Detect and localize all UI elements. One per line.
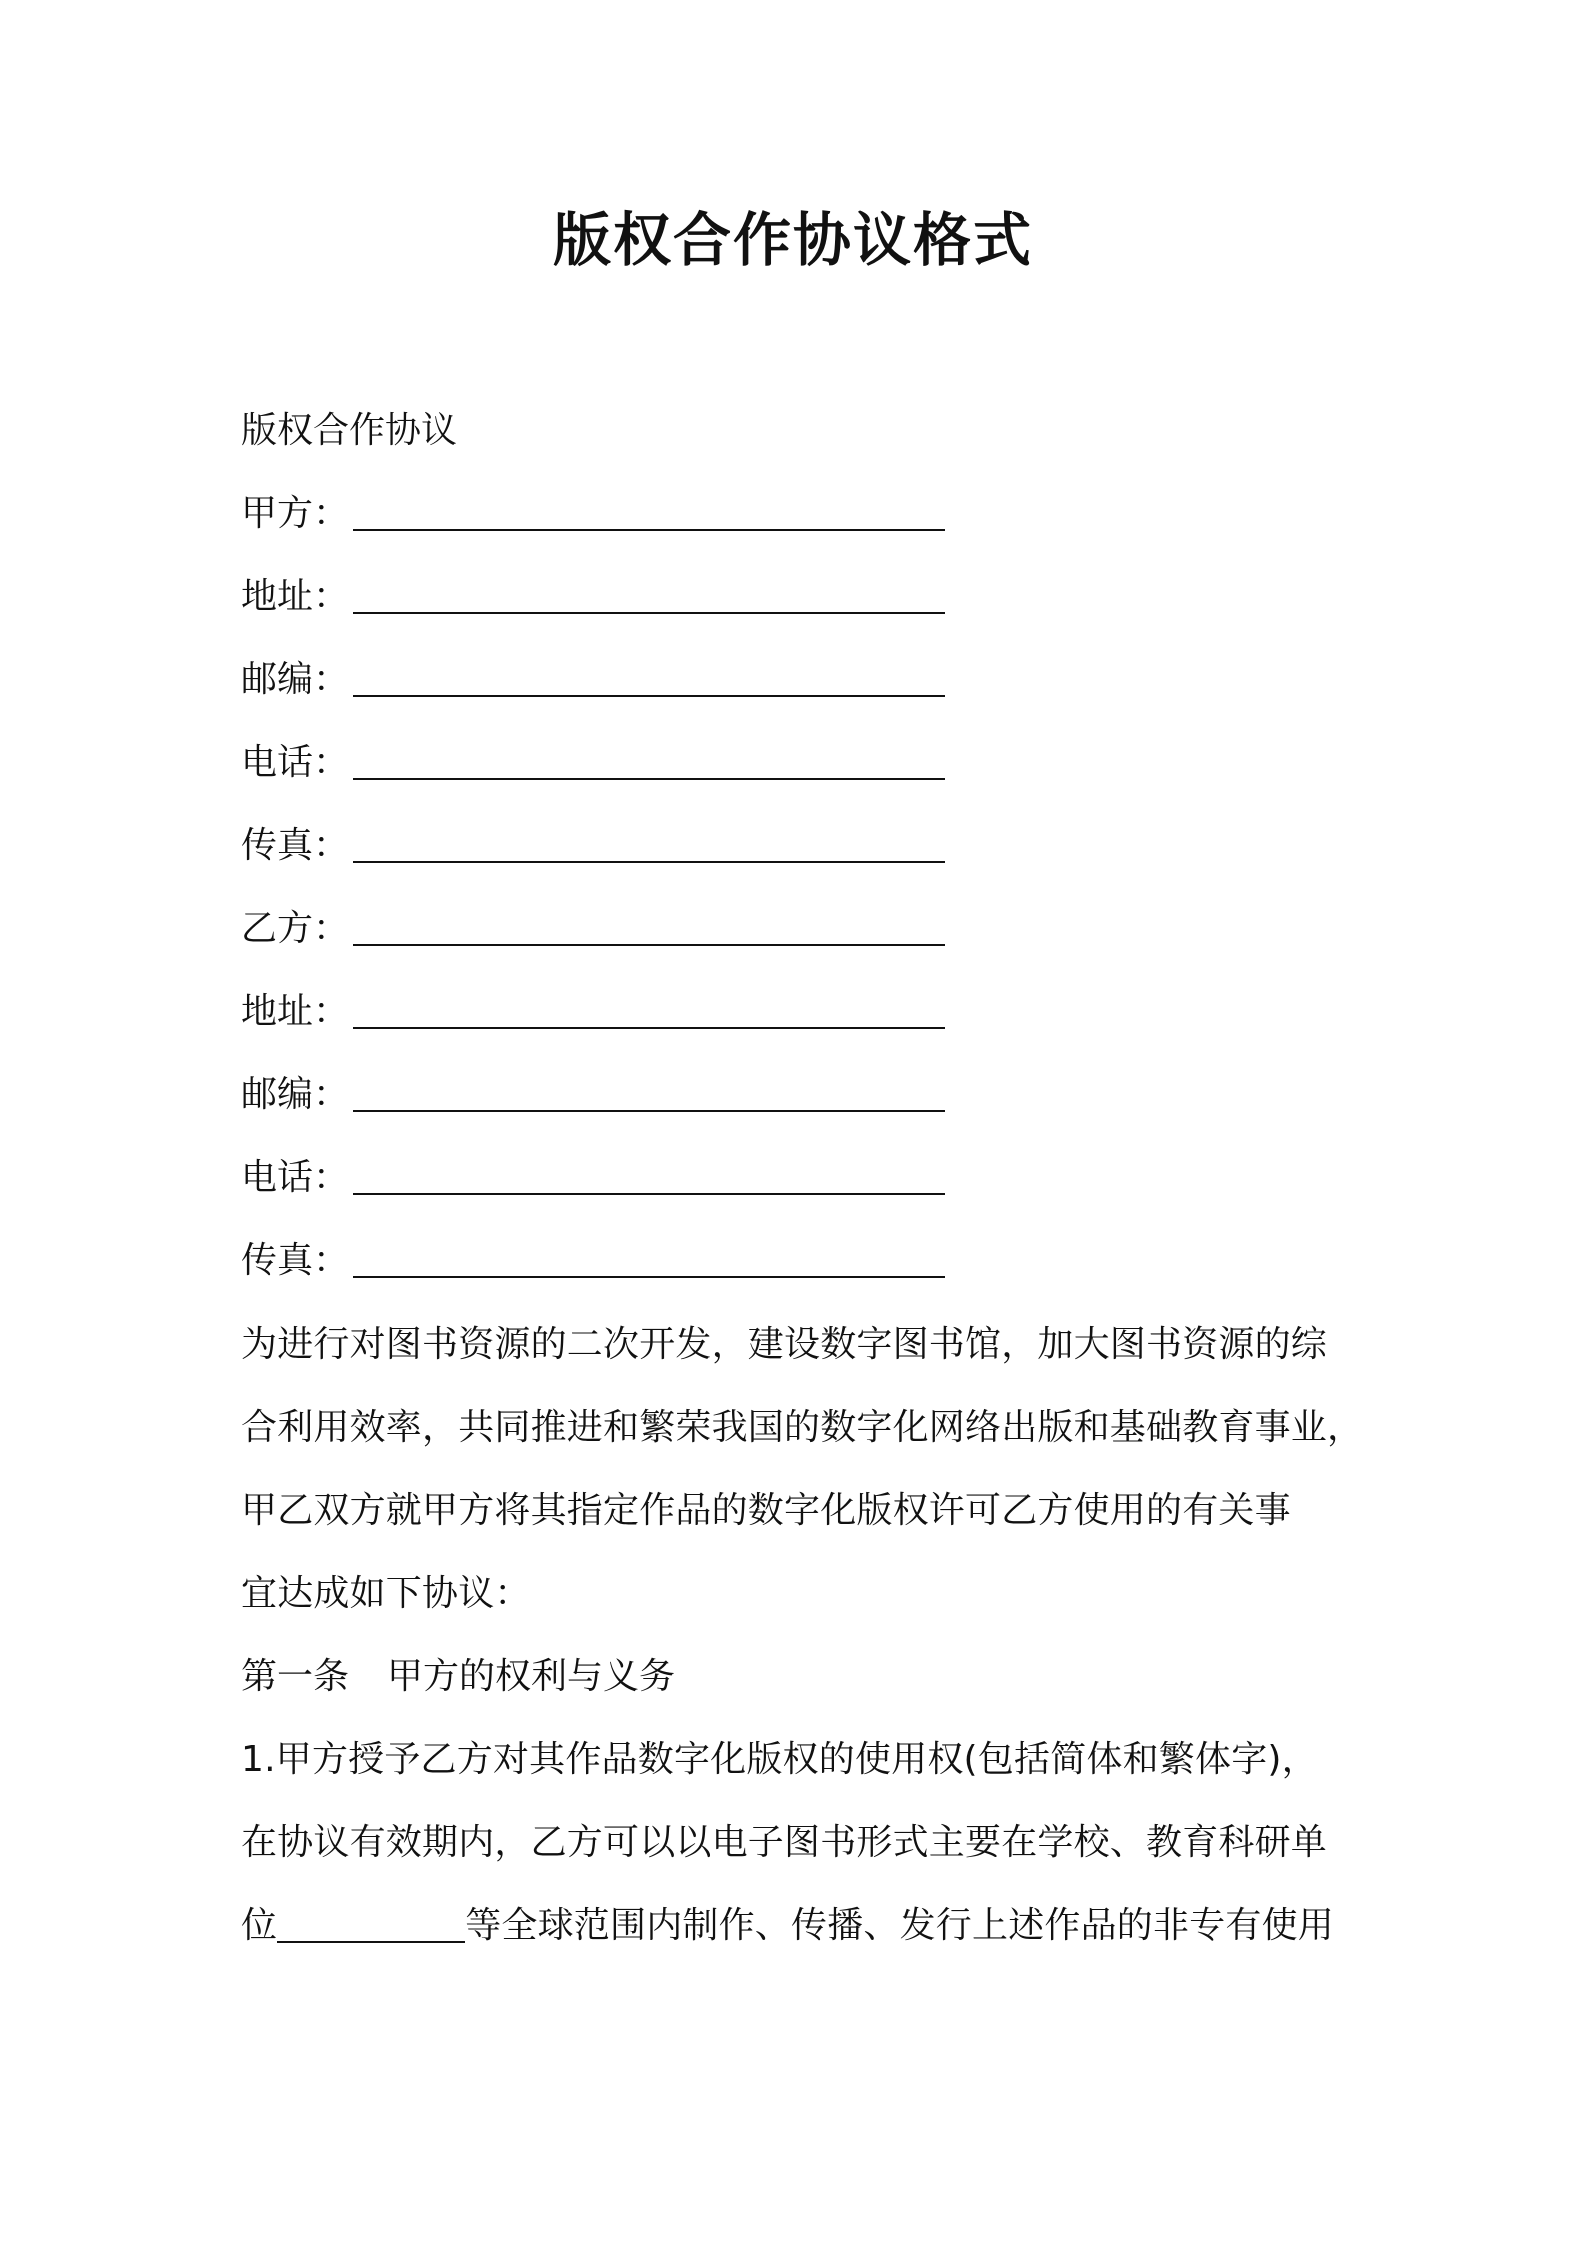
- article-1-number: 第一条: [241, 1656, 350, 1697]
- party-a-address-blank: [353, 572, 945, 614]
- party-b-postcode-field: [241, 1069, 1381, 1152]
- party-a-postcode-blank: [353, 655, 945, 697]
- clause-1-region-blank: [277, 1901, 465, 1943]
- party-a-address-field: [241, 571, 1381, 654]
- party-b-phone-field: [241, 1152, 1381, 1235]
- party-b-address-field: [241, 986, 1381, 1069]
- clause-1-line-3-end: 等全球范围内制作、传播、发行上述作品的非专有使用: [465, 1905, 1335, 1946]
- party-b-postcode-label: 邮编：: [241, 1074, 350, 1115]
- party-a-phone-blank: [353, 738, 945, 780]
- party-a-phone-label: 电话：: [241, 742, 350, 783]
- article-1-title: 甲方的权利与义务: [387, 1656, 676, 1697]
- party-a-fax-blank: [353, 821, 945, 863]
- document-body: [241, 405, 1381, 1967]
- intro-line-3: 甲乙双方就甲方将其指定作品的数字化版权许可乙方使用的有关事: [241, 1490, 1291, 1531]
- agreement-subtitle: 版权合作协议: [241, 410, 458, 451]
- party-b-address-blank: [353, 987, 945, 1029]
- party-b-name-label: 乙方：: [241, 908, 350, 949]
- party-a-fax-label: 传真：: [241, 825, 350, 866]
- clause-1-line-1: 1.甲方授予乙方对其作品数字化版权的使用权(包括简体和繁体字)，: [241, 1739, 1318, 1780]
- party-b-fax-label: 传真：: [241, 1240, 350, 1281]
- party-a-address-label: 地址：: [241, 576, 350, 617]
- document-title: 版权合作协议格式: [552, 206, 1033, 274]
- party-b-phone-blank: [353, 1153, 945, 1195]
- party-b-fax-blank: [353, 1236, 945, 1278]
- party-b-postcode-blank: [353, 1070, 945, 1112]
- article-1-clause-1: [241, 1718, 1381, 1967]
- intro-line-2: 合利用效率，共同推进和繁荣我国的数字化网络出版和基础教育事业，: [241, 1407, 1364, 1448]
- party-a-postcode-label: 邮编：: [241, 659, 350, 700]
- intro-line-1: 为进行对图书资源的二次开发，建设数字图书馆，加大图书资源的综: [241, 1324, 1328, 1365]
- party-b-address-label: 地址：: [241, 991, 350, 1032]
- intro-line-4: 宜达成如下协议：: [241, 1573, 531, 1614]
- party-b-name-field: [241, 903, 1381, 986]
- intro-paragraph: [241, 1303, 1381, 1635]
- clause-1-line-2: 在协议有效期内，乙方可以以电子图书形式主要在学校、教育科研单: [241, 1822, 1328, 1863]
- party-a-postcode-field: [241, 654, 1381, 737]
- party-a-name-label: 甲方：: [241, 493, 350, 534]
- party-a-phone-field: [241, 737, 1381, 820]
- party-a-name-blank: [353, 489, 945, 531]
- article-1-heading: [241, 1635, 1381, 1718]
- party-a-name-field: [241, 488, 1381, 571]
- party-b-phone-label: 电话：: [241, 1157, 350, 1198]
- party-b-name-blank: [353, 904, 945, 946]
- party-a-fax-field: [241, 820, 1381, 903]
- party-fields: [241, 488, 1381, 1318]
- clause-1-line-3-start: 位: [241, 1905, 278, 1946]
- clause-1-line-3: [241, 1884, 1381, 1967]
